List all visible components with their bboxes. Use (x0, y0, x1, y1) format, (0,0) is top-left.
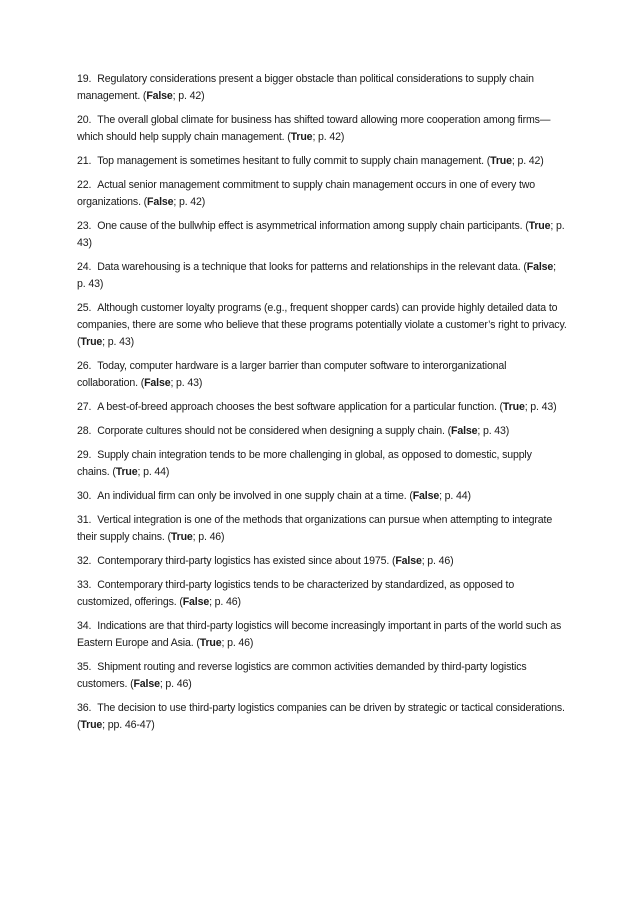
question-text: Shipment routing and reverse logistics are common activities demanded by third-party logistics customers. (77, 661, 527, 690)
question-number: 24. (77, 261, 92, 273)
question-text: Indications are that third-party logistics will become increasingly important in parts of the world such as Eastern Europe and Asia. (77, 620, 562, 649)
question-item: 21. Top management is sometimes hesitant to fully commit to supply chain management. (True; p. 42) (77, 153, 567, 170)
answer-label: False (182, 596, 210, 608)
question-item: 36. The decision to use third-party logistics companies can be driven by strategic or tactical considerations. (True; pp. 46-47) (77, 702, 565, 731)
question-item: 23. One cause of the bullwhip effect is asymmetrical information among supply chain participants. (True; p. 43) (77, 220, 565, 249)
question-text: Data warehousing is a technique that looks for patterns and relationships in the relevant data. (97, 261, 521, 273)
question-text: Regulatory considerations present a bigger obstacle than political considerations to supply chain management. (77, 73, 534, 102)
page-reference: p. 43 (77, 220, 565, 249)
question-item: 34. Indications are that third-party logistics will become increasingly important in parts of the world such as Eastern Europe and Asia. (True; p. 46) (77, 620, 562, 649)
question-text: Contemporary third-party logistics tends to be characterized by standardized, as opposed to customized, offerings. (77, 579, 515, 608)
question-item: 19. Regulatory considerations present a bigger obstacle than political considerations to supply chain management. (False; p. 42) (77, 73, 534, 102)
answer-label: False (451, 425, 478, 437)
page-reference: p. 43 (77, 278, 100, 290)
answer-label: True (290, 131, 313, 143)
answer-label: False (412, 490, 440, 502)
answer-label: False (144, 377, 171, 389)
question-number: 28. (77, 425, 92, 437)
question-number: 31. (77, 514, 92, 526)
page-reference: p. 46 (165, 678, 189, 690)
answer-label: False (146, 90, 173, 102)
page-reference: p. 42 (178, 90, 202, 102)
question-item: 31. Vertical integration is one of the methods that organizations can pursue when attempting to integrate their supply chains. (True; p. 46) (77, 514, 553, 543)
question-item: 33. Contemporary third-party logistics tends to be characterized by standardized, as opposed to customized, offerings. (False; p. 46) (77, 579, 515, 608)
answer-label: True (199, 637, 222, 649)
question-text: The decision to use third-party logistics companies can be driven by strategic or tactical considerations. (97, 702, 565, 714)
question-number: 33. (77, 579, 92, 591)
question-text: Vertical integration is one of the methods that organizations can pursue when attempting to integrate their supply chains. (77, 514, 553, 543)
question-list (77, 71, 567, 741)
page-reference: p. 43 (107, 336, 131, 348)
page-reference: p. 42 (318, 131, 341, 143)
question-text: Top management is sometimes hesitant to fully commit to supply chain management. (97, 155, 484, 167)
question-text: Corporate cultures should not be considered when designing a supply chain. (97, 425, 445, 437)
question-text: The overall global climate for business has shifted toward allowing more cooperation among firms—which should help supply chain management. (77, 114, 551, 143)
question-item: 32. Contemporary third-party logistics has existed since about 1975. (False; p. 46) (77, 553, 567, 570)
page-reference: p. 42 (178, 196, 202, 208)
page-reference: p. 46 (427, 555, 451, 567)
page-reference: p. 44 (143, 466, 166, 478)
answer-label: False (133, 678, 160, 690)
question-number: 22. (77, 179, 92, 191)
question-number: 36. (77, 702, 92, 714)
question-number: 29. (77, 449, 92, 461)
question-item: 30. An individual firm can only be involved in one supply chain at a time. (False; p. 44) (77, 488, 567, 505)
answer-label: False (395, 555, 422, 567)
answer-label: True (528, 220, 551, 232)
question-number: 26. (77, 360, 92, 372)
question-number: 21. (77, 155, 92, 167)
page-reference: p. 42 (517, 155, 541, 167)
answer-label: False (147, 196, 174, 208)
question-item: 27. A best-of-breed approach chooses the best software application for a particular function. (True; p. 43) (77, 399, 567, 416)
question-text: A best-of-breed approach chooses the best software application for a particular function. (97, 401, 497, 413)
question-item: 28. Corporate cultures should not be considered when designing a supply chain. (False; p. 43) (77, 423, 567, 440)
question-item: 25. Although customer loyalty programs (e.g., frequent shopper cards) can provide highly detailed data to companies, there are some who believe that these programs potentially violate a customer’s right to privacy. (True; p. 43) (77, 302, 567, 348)
page-reference: p. 46 (227, 637, 250, 649)
question-number: 23. (77, 220, 92, 232)
page-reference: p. 46 (198, 531, 222, 543)
question-number: 30. (77, 490, 92, 502)
page-reference: p. 46 (214, 596, 238, 608)
answer-label: False (526, 261, 554, 273)
page-reference: pp. 46-47 (107, 719, 152, 731)
answer-label: True (115, 466, 138, 478)
question-item: 24. Data warehousing is a technique that looks for patterns and relationships in the relevant data. (False; p. 43) (77, 261, 556, 290)
question-item: 29. Supply chain integration tends to be more challenging in global, as opposed to domestic, supply chains. (True; p. 44) (77, 449, 532, 478)
question-number: 35. (77, 661, 92, 673)
question-text: One cause of the bullwhip effect is asymmetrical information among supply chain participants. (97, 220, 523, 232)
answer-label: True (502, 401, 525, 413)
answer-label: True (170, 531, 193, 543)
question-number: 25. (77, 302, 92, 314)
question-number: 32. (77, 555, 92, 567)
question-text: Supply chain integration tends to be more challenging in global, as opposed to domestic, supply chains. (77, 449, 532, 478)
question-item: 26. Today, computer hardware is a larger barrier than computer software to interorganizational collaboration. (False; p. 43) (77, 360, 507, 389)
question-item: 22. Actual senior management commitment to supply chain management occurs in one of every two organizations. (False; p. 42) (77, 179, 535, 208)
answer-label: True (80, 719, 103, 731)
answer-label: True (490, 155, 512, 167)
question-text: Actual senior management commitment to supply chain management occurs in one of every two organizations. (77, 179, 535, 208)
question-item: 35. Shipment routing and reverse logistics are common activities demanded by third-party logistics customers. (False; p. 46) (77, 661, 527, 690)
question-text: An individual firm can only be involved in one supply chain at a time. (97, 490, 407, 502)
question-text: Today, computer hardware is a larger barrier than computer software to interorganizational collaboration. (77, 360, 507, 389)
question-text: Although customer loyalty programs (e.g., frequent shopper cards) can provide highly detailed data to companies, there are some who believe that these programs potentially violate a customer’s right to privacy. (77, 302, 567, 331)
page-reference: p. 43 (530, 401, 554, 413)
question-item: 20. The overall global climate for business has shifted toward allowing more cooperation among firms—which should help supply chain management. (True; p. 42) (77, 114, 551, 143)
question-number: 34. (77, 620, 92, 632)
question-text: Contemporary third-party logistics has existed since about 1975. (97, 555, 390, 567)
page-reference: p. 44 (444, 490, 468, 502)
question-number: 27. (77, 401, 92, 413)
page-reference: p. 43 (176, 377, 199, 389)
question-number: 19. (77, 73, 92, 85)
page-reference: p. 43 (482, 425, 506, 437)
question-number: 20. (77, 114, 92, 126)
answer-label: True (80, 336, 103, 348)
